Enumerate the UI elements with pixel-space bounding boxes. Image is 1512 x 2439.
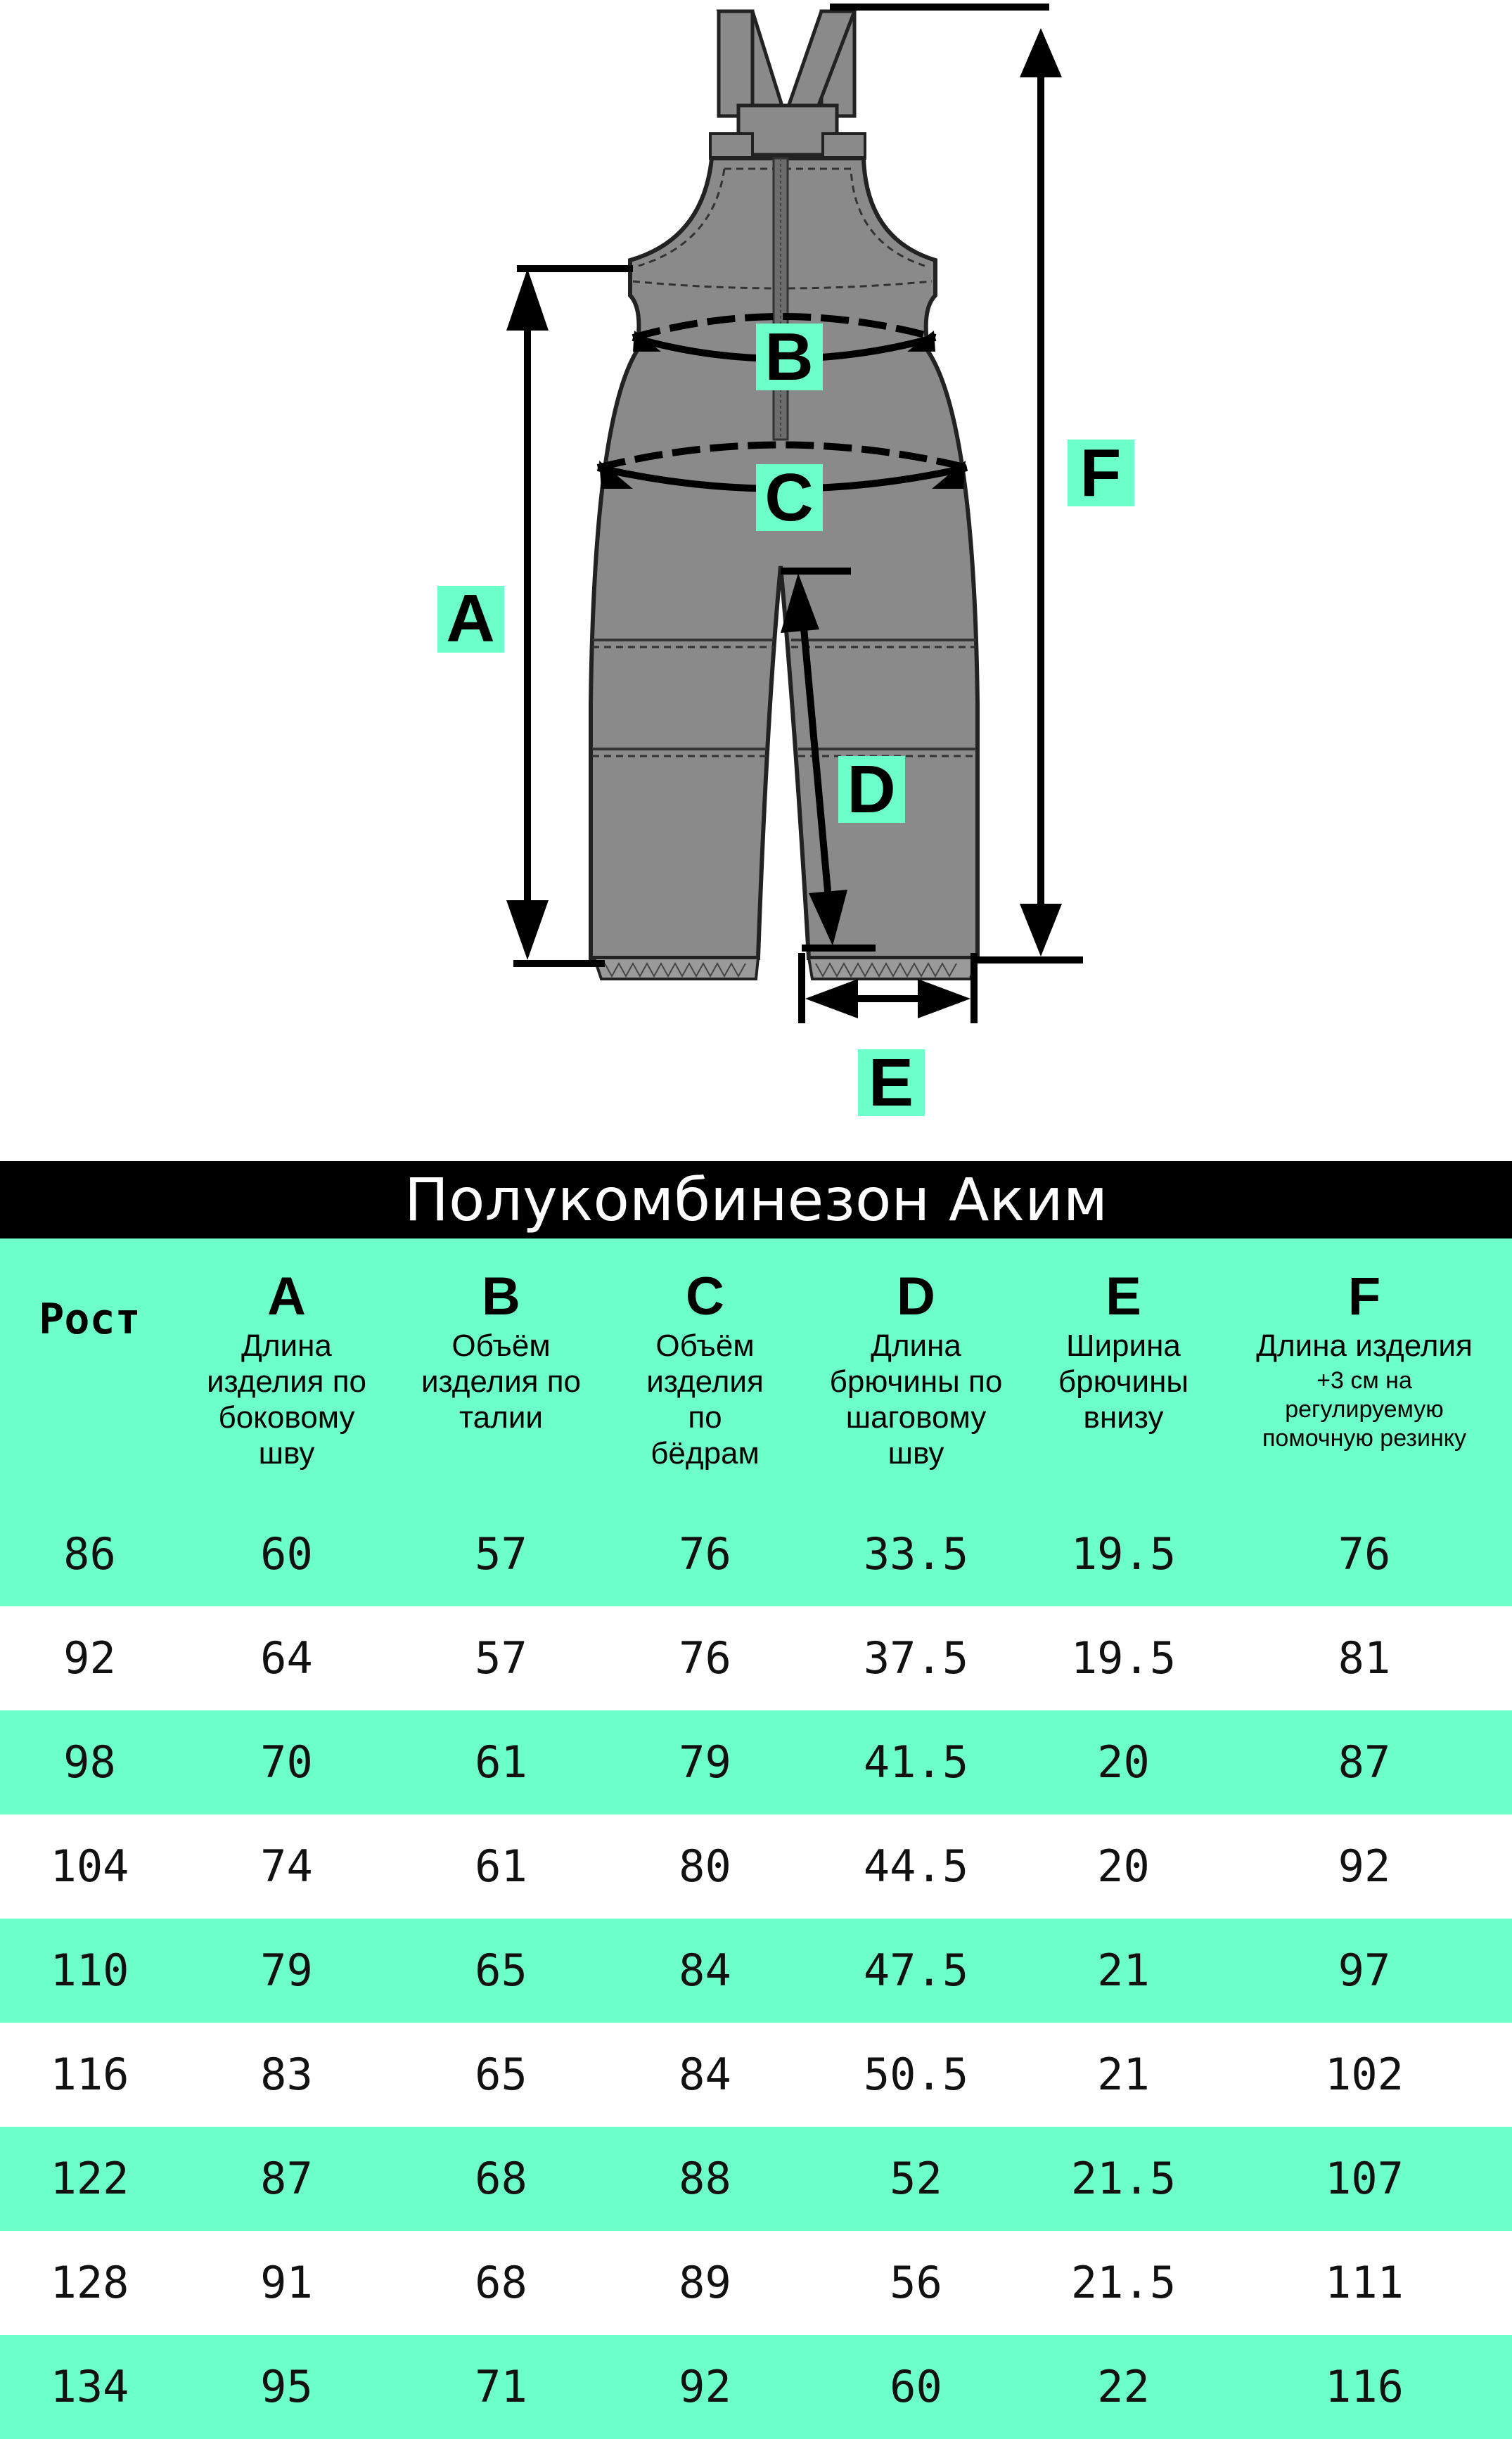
cell-rost: 92 [63, 1632, 116, 1684]
header-b [394, 1238, 608, 1502]
table-cell: 91 [260, 2257, 313, 2308]
table-cell: 87 [1338, 1736, 1391, 1788]
svg-text:B: B [764, 319, 814, 395]
header-b-letter: B [482, 1267, 520, 1326]
table-cell: 95 [260, 2361, 313, 2412]
header-f-note: +3 см на регулируемую помочную резинку [1262, 1367, 1466, 1452]
svg-text:A: A [446, 581, 495, 656]
header-c [608, 1238, 802, 1502]
table-cell: 64 [260, 1632, 313, 1684]
header-c-desc: Объём изделия по бёдрам [646, 1329, 764, 1471]
header-a-letter: A [267, 1267, 306, 1326]
table-cell: 44.5 [863, 1841, 969, 1892]
table-cell: 20 [1097, 1841, 1150, 1892]
label-b [756, 319, 823, 395]
table-cell: 76 [1338, 1528, 1391, 1580]
table-cell: 47.5 [863, 1945, 969, 1996]
label-d [838, 752, 905, 827]
header-d-letter: D [897, 1267, 935, 1326]
table-cell: 116 [1325, 2361, 1404, 2412]
table-cell: 65 [475, 2049, 527, 2100]
table-row [0, 1606, 1512, 1710]
header-rost [0, 1238, 179, 1502]
table-cell: 70 [260, 1736, 313, 1788]
table-cell: 84 [679, 1945, 731, 1996]
header-c-letter: C [686, 1267, 724, 1326]
header-f-letter: F [1347, 1267, 1381, 1326]
header-d-desc: Длина брючины по шаговому шву [829, 1329, 1003, 1471]
strap-right [786, 11, 854, 116]
table-cell: 92 [1338, 1841, 1391, 1892]
table-cell: 102 [1325, 2049, 1404, 2100]
cell-rost: 86 [63, 1528, 116, 1580]
table-cell: 71 [475, 2361, 527, 2412]
cell-rost: 104 [50, 1841, 129, 1892]
cell-rost: 134 [50, 2361, 129, 2412]
table-cell: 60 [890, 2361, 942, 2412]
table-cell: 68 [475, 2153, 527, 2204]
header-f-desc: Длина изделия [1256, 1329, 1473, 1363]
table-cell: 92 [679, 2361, 731, 2412]
svg-text:C: C [764, 460, 814, 535]
cell-rost: 98 [63, 1736, 116, 1788]
table-row [0, 2023, 1512, 2127]
table-cell: 19.5 [1070, 1632, 1177, 1684]
table-cell: 19.5 [1070, 1528, 1177, 1580]
table-cell: 57 [475, 1632, 527, 1684]
label-a [437, 581, 504, 656]
table-cell: 76 [679, 1632, 731, 1684]
table-cell: 52 [890, 2153, 942, 2204]
header-rost-label: Рост [39, 1295, 141, 1344]
table-cell: 65 [475, 1945, 527, 1996]
table-cell: 21 [1097, 1945, 1150, 1996]
table-cell: 33.5 [863, 1528, 969, 1580]
table-cell: 84 [679, 2049, 731, 2100]
table-cell: 21.5 [1070, 2153, 1177, 2204]
table-cell: 89 [679, 2257, 731, 2308]
table-cell: 83 [260, 2049, 313, 2100]
cell-rost: 122 [50, 2153, 129, 2204]
table-cell: 60 [260, 1528, 313, 1580]
overalls-diagram [0, 0, 1512, 1139]
table-cell: 79 [679, 1736, 731, 1788]
header-f [1217, 1238, 1512, 1502]
table-title: Полукомбинезон Аким [0, 1161, 1512, 1238]
table-cell: 61 [475, 1736, 527, 1788]
table-cell: 50.5 [863, 2049, 969, 2100]
header-b-desc: Объём изделия по талии [421, 1329, 582, 1435]
header-a-desc: Длина изделия по боковому шву [206, 1329, 367, 1471]
table-cell: 74 [260, 1841, 313, 1892]
header-d [802, 1238, 1030, 1502]
table-cell: 79 [260, 1945, 313, 1996]
header-a [179, 1238, 394, 1502]
table-cell: 61 [475, 1841, 527, 1892]
table-row [0, 1919, 1512, 2023]
cell-rost: 128 [50, 2257, 129, 2308]
table-cell: 21.5 [1070, 2257, 1177, 2308]
table-cell: 37.5 [863, 1632, 969, 1684]
table-header-row [0, 1238, 1512, 1502]
table-cell: 81 [1338, 1632, 1391, 1684]
table-cell: 107 [1325, 2153, 1404, 2204]
table-cell: 80 [679, 1841, 731, 1892]
strap-left [719, 11, 784, 116]
table-cell: 22 [1097, 2361, 1150, 2412]
table-cell: 111 [1325, 2257, 1404, 2308]
table-row [0, 2231, 1512, 2335]
table-cell: 20 [1097, 1736, 1150, 1788]
header-e-letter: E [1106, 1267, 1141, 1326]
cell-rost: 116 [50, 2049, 129, 2100]
header-e [1030, 1238, 1217, 1502]
table-cell: 76 [679, 1528, 731, 1580]
table-cell: 88 [679, 2153, 731, 2204]
svg-text:D: D [847, 752, 896, 827]
table-row [0, 1814, 1512, 1919]
table-cell: 57 [475, 1528, 527, 1580]
label-c [756, 460, 823, 535]
table-cell: 68 [475, 2257, 527, 2308]
svg-text:F: F [1079, 435, 1122, 511]
table-row [0, 2335, 1512, 2439]
label-f [1068, 435, 1134, 511]
table-cell: 21 [1097, 2049, 1150, 2100]
cell-rost: 110 [50, 1945, 129, 1996]
table-cell: 56 [890, 2257, 942, 2308]
svg-text:E: E [868, 1045, 914, 1120]
header-e-desc: Ширина брючины внизу [1058, 1329, 1189, 1435]
table-row [0, 2127, 1512, 2231]
table-cell: 41.5 [863, 1736, 969, 1788]
label-e [858, 1045, 925, 1120]
table-cell: 97 [1338, 1945, 1391, 1996]
table-row [0, 1502, 1512, 1606]
table-row [0, 1710, 1512, 1814]
table-cell: 87 [260, 2153, 313, 2204]
